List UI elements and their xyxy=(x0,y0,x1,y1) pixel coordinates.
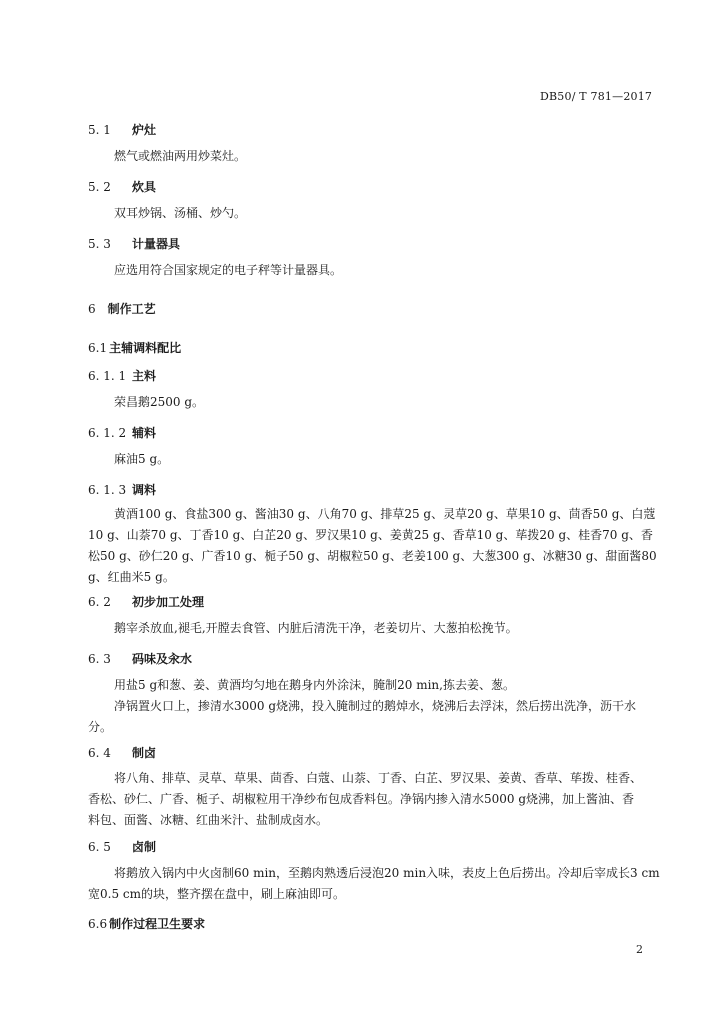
section-title: 制作工艺 xyxy=(107,302,156,316)
section-title: 初步加工处理 xyxy=(132,595,205,609)
section-title: 码味及汆水 xyxy=(132,652,193,666)
text-line: 荣昌鹅2500 g。 xyxy=(114,395,205,409)
section-number: 6. 3 xyxy=(88,652,111,666)
section-number: 6. 1. 2 xyxy=(88,426,127,440)
text-line: 燃气或燃油两用炒菜灶。 xyxy=(114,149,247,163)
section-number: 5. 3 xyxy=(88,237,111,251)
section-number: 5. 1 xyxy=(88,123,111,137)
section-title: 炉灶 xyxy=(132,123,157,137)
page-number: 2 xyxy=(636,943,643,956)
text-line: 分。 xyxy=(88,720,113,734)
section-number: 6. 2 xyxy=(88,595,111,609)
section-title: 调料 xyxy=(132,483,157,497)
text-line: 将八角、排草、灵草、草果、茴香、白蔻、山萘、丁香、白芷、罗汉果、姜黄、香草、荜拨、桂香、 xyxy=(114,771,643,785)
text-line: 料包、面酱、冰糖、红曲米汁、盐制成卤水。 xyxy=(88,813,329,827)
section-heading xyxy=(88,235,180,252)
section-title: 辅料 xyxy=(132,426,157,440)
section-heading xyxy=(88,300,156,317)
section-paragraph xyxy=(88,863,658,905)
section-number: 6. 1. 1 xyxy=(88,369,127,383)
section-number: 5. 2 xyxy=(88,180,111,194)
section-title: 计量器具 xyxy=(132,237,181,251)
section-heading xyxy=(88,424,156,441)
text-line: 用盐5 g和葱、姜、黄酒均匀地在鹅身内外涂沫，腌制20 min,拣去姜、葱。 xyxy=(114,678,515,692)
section-paragraph xyxy=(88,260,658,281)
section-heading xyxy=(88,744,156,761)
text-line: 净锅置火口上，掺清水3000 g烧沸，投入腌制过的鹅焯水，烧沸后去浮沫，然后捞出洗净，沥干水 xyxy=(114,699,637,713)
section-number: 6.6 xyxy=(88,917,108,931)
section-heading xyxy=(88,593,204,610)
section-number: 6.1 xyxy=(88,341,108,355)
section-number: 6. 1. 3 xyxy=(88,483,127,497)
section-number: 6. 5 xyxy=(88,840,111,854)
section-paragraph xyxy=(88,504,658,588)
section-heading xyxy=(88,915,205,932)
text-line: 鹅宰杀放血,褪毛,开膛去食管、内脏后清洗干净，老姜切片、大葱拍松挽节。 xyxy=(114,621,518,635)
section-heading xyxy=(88,178,156,195)
section-heading xyxy=(88,650,192,667)
section-paragraph xyxy=(88,618,658,639)
section-title: 主料 xyxy=(132,369,157,383)
section-paragraph xyxy=(88,768,658,831)
text-line: 10 g、山萘70 g、丁香10 g、白芷20 g、罗汉果10 g、姜黄25 g、香草10 g、荜拨20 g、桂香70 g、香 xyxy=(88,528,653,542)
text-line: g、红曲米5 g。 xyxy=(88,570,175,584)
section-title: 卤制 xyxy=(132,840,157,854)
section-title: 制卤 xyxy=(132,746,157,760)
section-heading xyxy=(88,838,156,855)
section-heading xyxy=(88,367,156,384)
text-line: 松50 g、砂仁20 g、广香10 g、栀子50 g、胡椒粒50 g、老姜100 g、大葱300 g、冰糖30 g、甜面酱80 xyxy=(88,549,657,563)
section-paragraph xyxy=(88,203,658,224)
section-heading xyxy=(88,121,156,138)
section-title: 主辅调料配比 xyxy=(109,341,182,355)
text-line: 宽0.5 cm的块，整齐摆在盘中，刷上麻油即可。 xyxy=(88,887,345,901)
section-paragraph xyxy=(88,146,658,167)
text-line: 双耳炒锅、汤桶、炒勺。 xyxy=(114,206,247,220)
section-heading xyxy=(88,339,181,356)
section-paragraph xyxy=(88,675,658,738)
text-line: 黄酒100 g、食盐300 g、酱油30 g、八角70 g、排草25 g、灵草20 g、草果10 g、茴香50 g、白蔻 xyxy=(114,507,656,521)
section-paragraph xyxy=(88,392,658,413)
section-title: 炊具 xyxy=(132,180,157,194)
standard-code: DB50/ T 781—2017 xyxy=(540,90,653,103)
section-heading xyxy=(88,481,156,498)
section-number: 6. 4 xyxy=(88,746,111,760)
text-line: 将鹅放入锅内中火卤制60 min，至鹅肉熟透后浸泡20 min入味，表皮上色后捞出。冷却后宰成长3 cm xyxy=(114,866,660,880)
text-line: 麻油5 g。 xyxy=(114,452,170,466)
section-paragraph xyxy=(88,449,658,470)
text-line: 香松、砂仁、广香、栀子、胡椒粒用干净纱布包成香料包。净锅内掺入清水5000 g烧沸，加上酱油、香 xyxy=(88,792,635,806)
text-line: 应选用符合国家规定的电子秤等计量器具。 xyxy=(114,263,343,277)
section-number: 6 xyxy=(88,302,96,316)
section-title: 制作过程卫生要求 xyxy=(109,917,206,931)
